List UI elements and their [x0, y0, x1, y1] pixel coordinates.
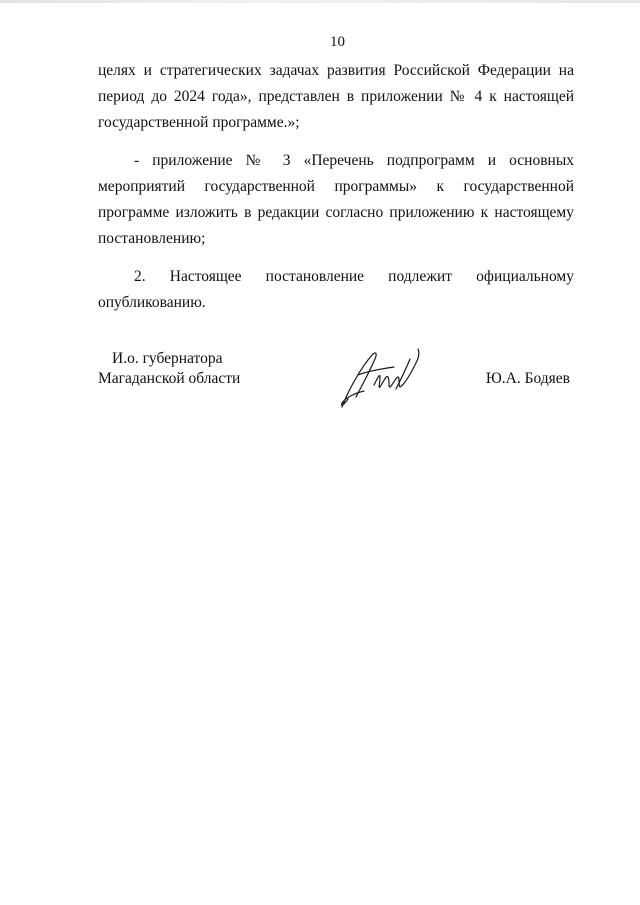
signatory-position	[98, 349, 240, 389]
signature-block	[98, 349, 574, 419]
paragraph-publication: 2. Настоящее постановление подлежит официальному опубликованию.	[98, 268, 574, 311]
scan-top-edge	[0, 0, 640, 3]
signatory-position-line1: И.о. губернатора	[112, 350, 223, 367]
page-number: 10	[330, 34, 345, 50]
handwritten-signature-icon	[334, 341, 424, 413]
signatory-position-line2: Магаданской области	[98, 370, 241, 387]
paragraph-continuation: целях и стратегических задачах развития Российской Федерации на период до 2024 года», представлен в приложении № 4 к настоящей государственной программе.»;	[98, 62, 574, 131]
paragraph-appendix-3: - приложение № 3 «Перечень подпрограмм и основных мероприятий государственной программы» к государственной программе изложить в редакции согласно приложению к настоящему постановлению;	[98, 152, 574, 247]
document-body	[98, 58, 574, 316]
signatory-name: Ю.А. Бодяев	[485, 370, 570, 387]
